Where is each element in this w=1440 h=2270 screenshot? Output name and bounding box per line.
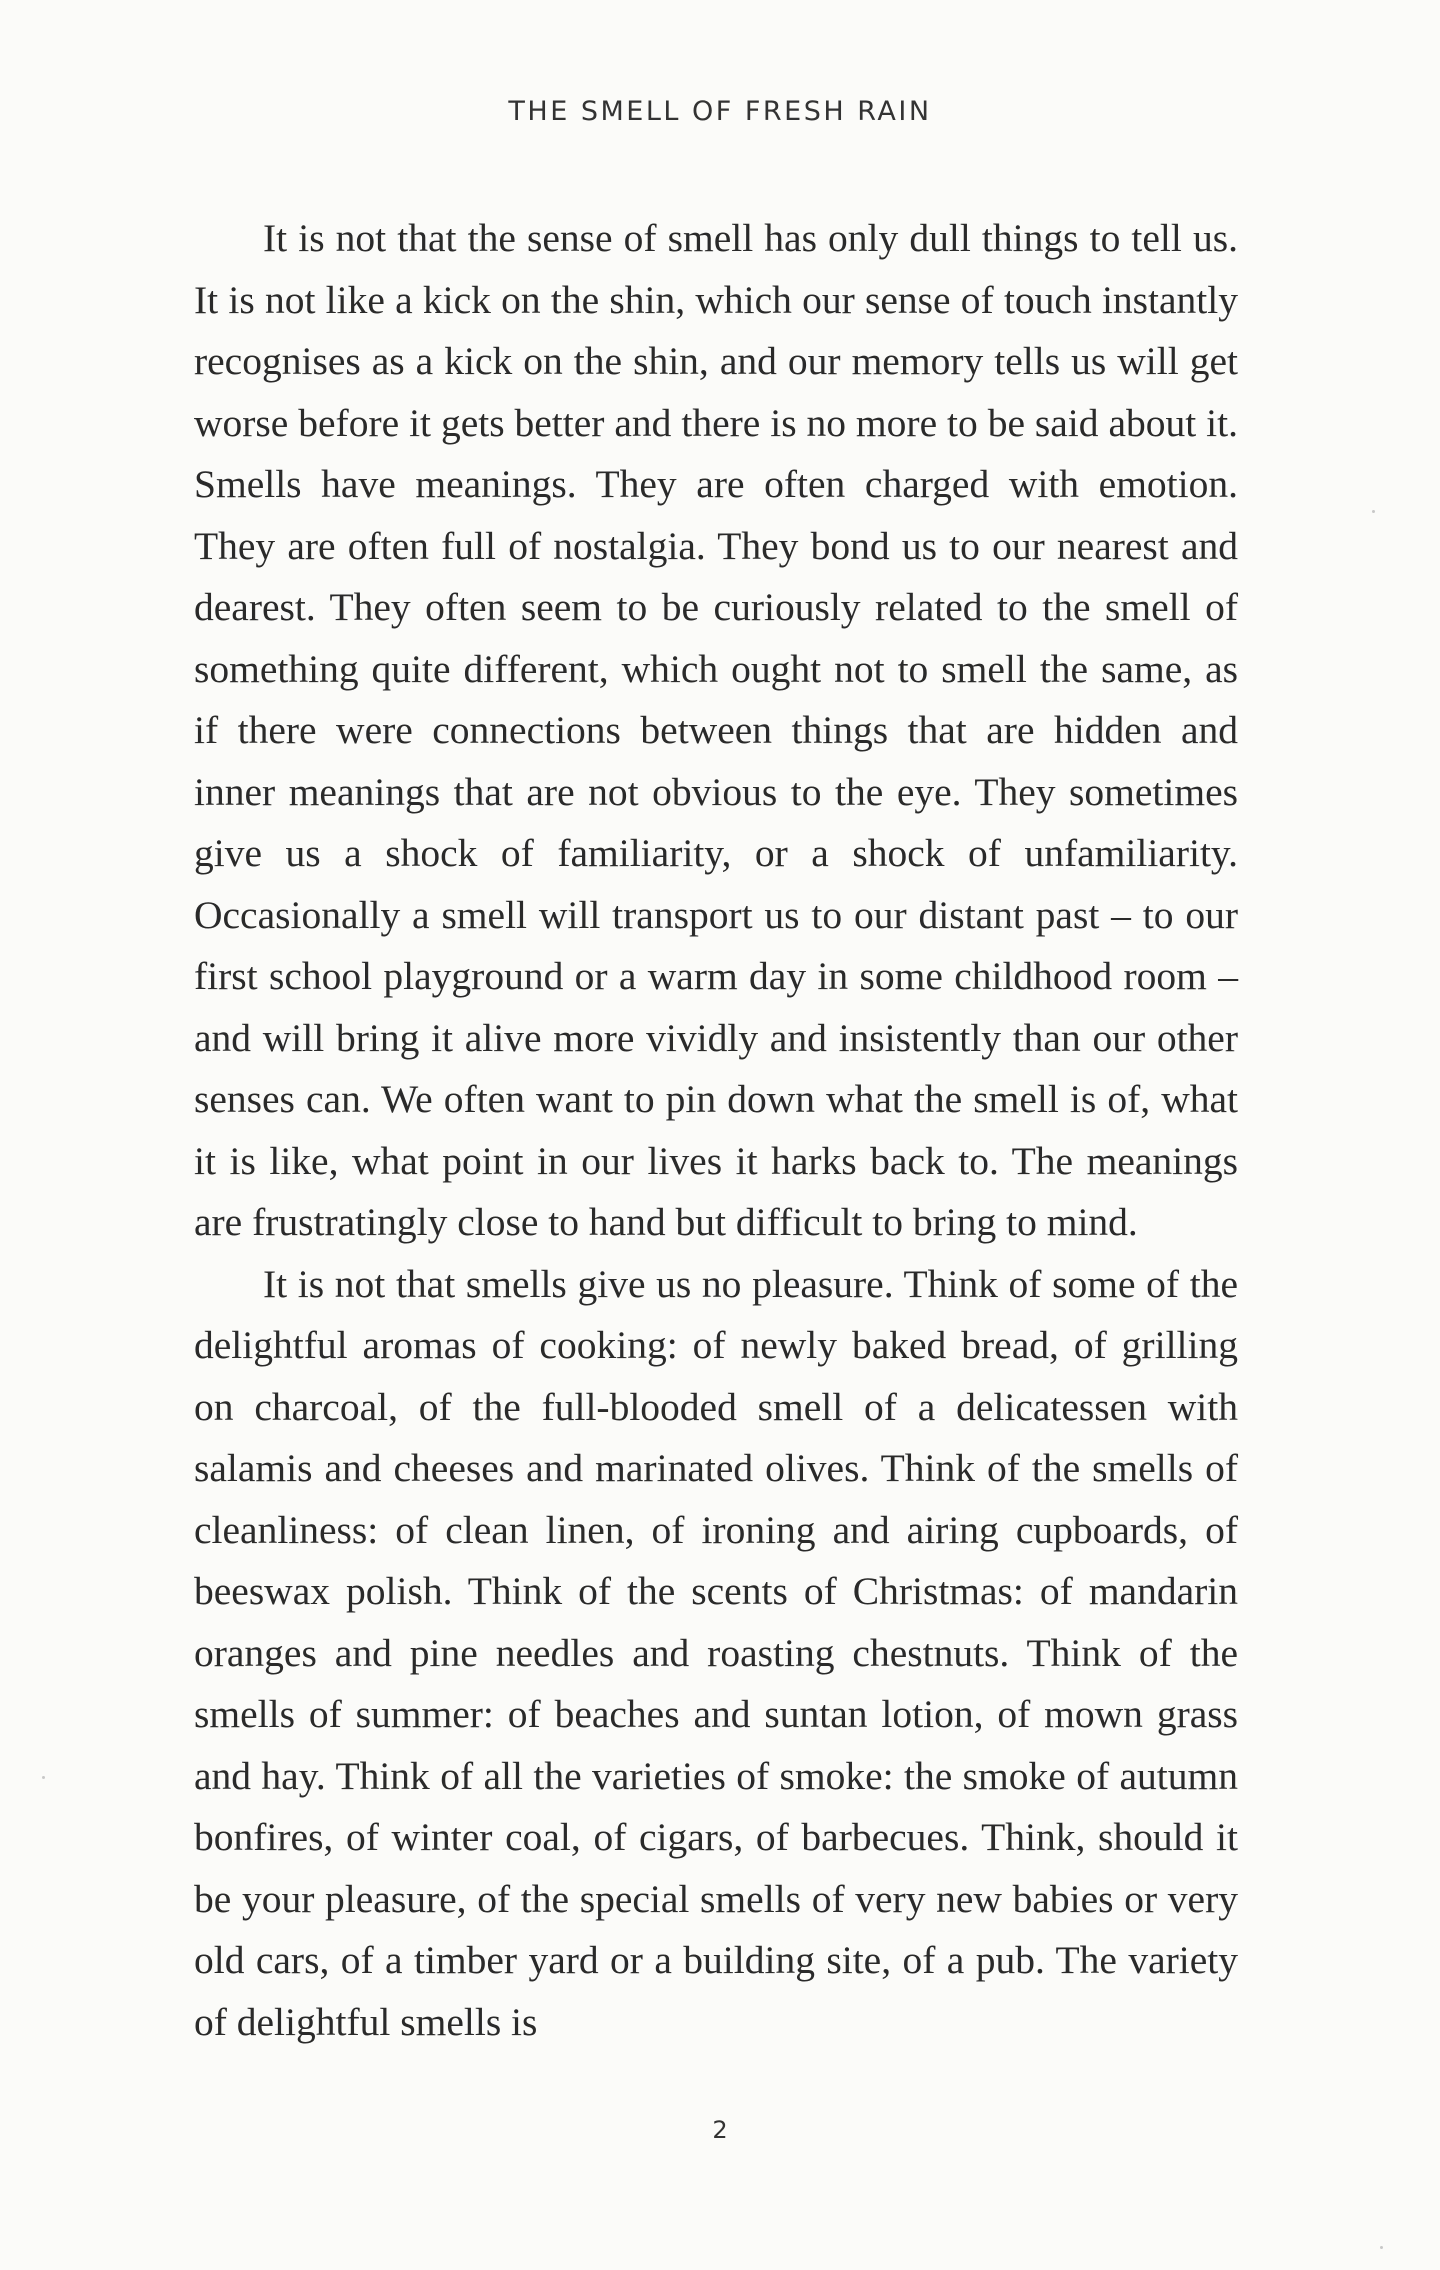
- scan-speck: [1380, 2246, 1383, 2249]
- paragraph-1: It is not that the sense of smell has only dull things to tell us. It is not like a kick on the shin, which our sense of touch instantly recognises as a kick on the shin, and our memory tells us will get worse before it gets better and there is no more to be said about it. Smells have meanings. They are often charged with emotion. They are often full of nostalgia. They bond us to our nearest and dearest. They often seem to be curiously related to the smell of something quite different, which ought not to smell the same, as if there were connections between things that are hidden and inner meanings that are not obvious to the eye. They sometimes give us a shock of familiarity, or a shock of unfamiliarity. Occasionally a smell will transport us to our distant past – to our first school playground or a warm day in some childhood room – and will bring it alive more vividly and insistently than our other senses can. We often want to pin down what the smell is of, what it is like, what point in our lives it harks back to. The meanings are frustratingly close to hand but difficult to bring to mind.: [194, 216, 1238, 1244]
- scan-speck: [1372, 510, 1375, 513]
- running-head: THE SMELL OF FRESH RAIN: [508, 96, 932, 127]
- paragraph-2: It is not that smells give us no pleasure. Think of some of the delightful aromas of cooking: of newly baked bread, of grilling on charcoal, of the full-blooded smell of a delicatessen with salamis and cheeses and marinated olives. Think of the smells of cleanliness: of clean linen, of ironing and airing cupboards, of beeswax polish. Think of the scents of Christmas: of mandarin oranges and pine needles and roasting chestnuts. Think of the smells of summer: of beaches and suntan lotion, of mown grass and hay. Think of all the varieties of smoke: the smoke of autumn bonfires, of winter coal, of cigars, of barbecues. Think, should it be your pleasure, of the special smells of very new babies or very old cars, of a timber yard or a building site, of a pub. The variety of delightful smells is: [194, 1261, 1238, 2044]
- scan-speck: [42, 1776, 45, 1779]
- body-text: [194, 208, 1238, 2053]
- page-number: 2: [712, 2116, 728, 2144]
